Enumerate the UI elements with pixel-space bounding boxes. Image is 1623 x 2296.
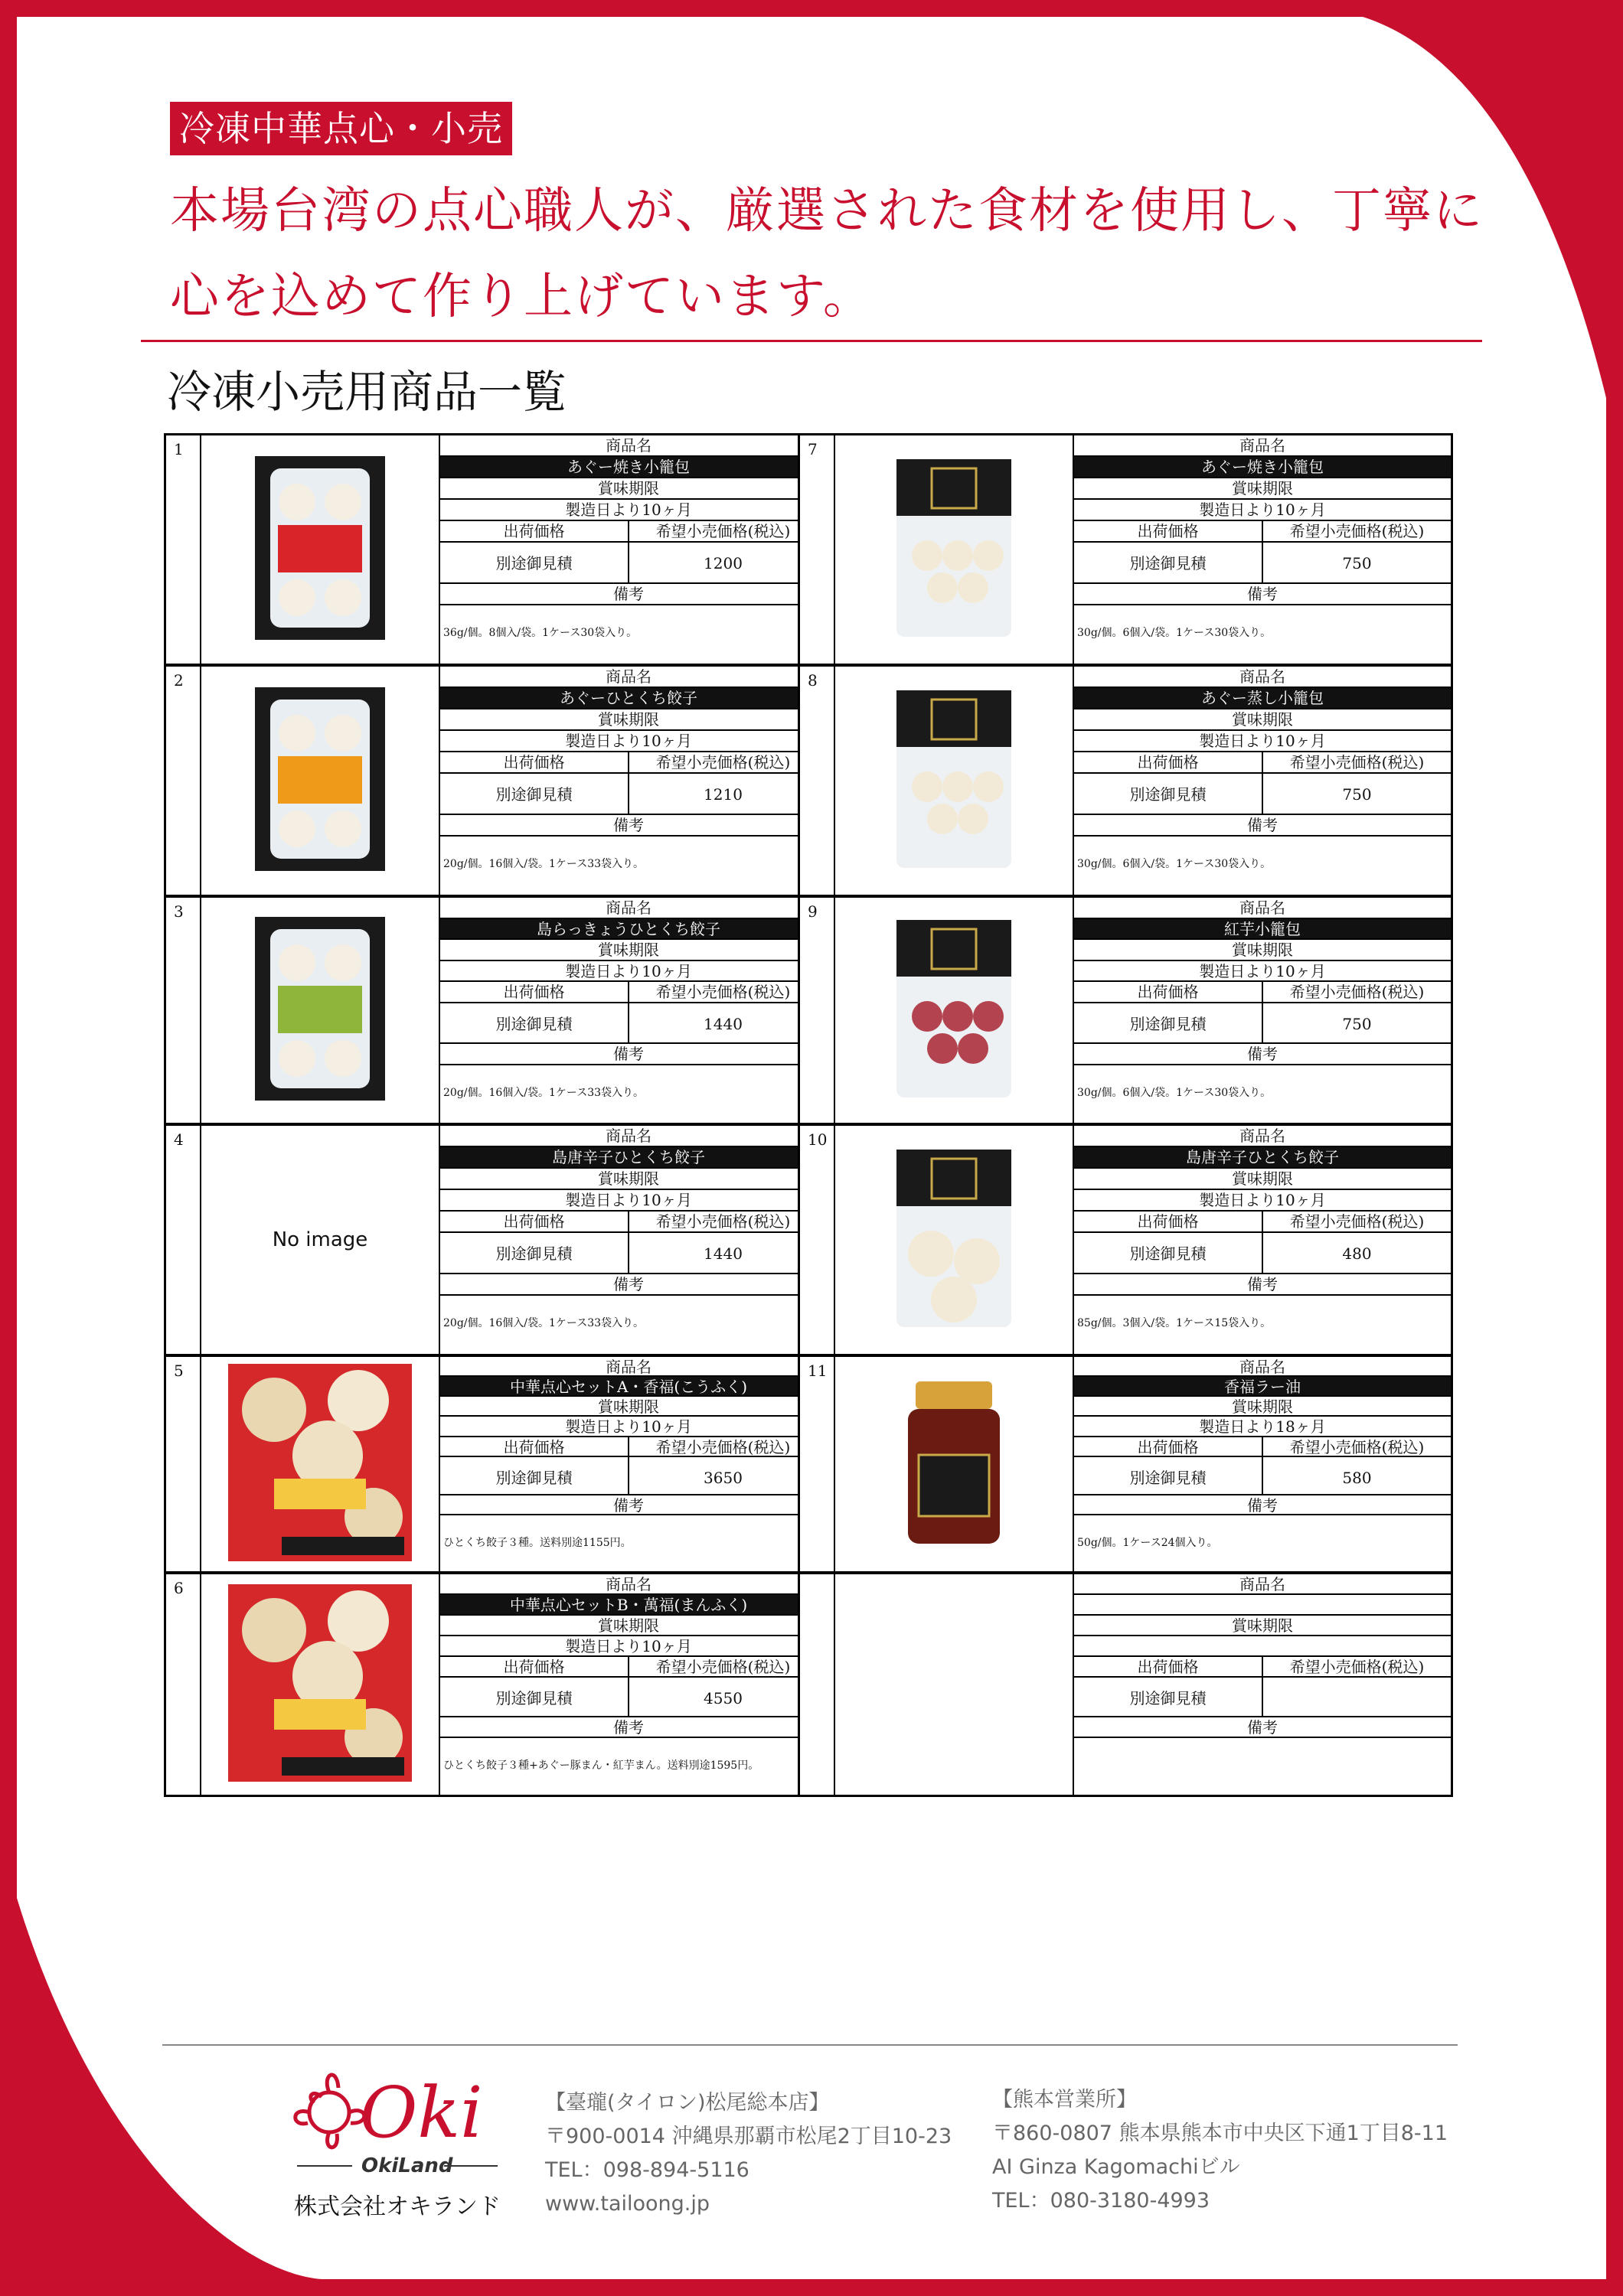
shelf-life-value: 製造日より10ヶ月 [1074,1190,1451,1212]
label-retail-price: 希望小売価格(税込) [1289,752,1425,771]
product-card [798,1355,1453,1574]
product-image-cell [835,1357,1074,1571]
ship-price-value: 別途御見積 [1074,543,1263,582]
product-card [164,1355,819,1574]
ship-price-value: 別途御見積 [1074,1678,1263,1716]
product-note: 30g/個。6個入/袋。1ケース30袋入り。 [1077,1086,1272,1099]
retail-price-value [1263,1678,1451,1716]
label-product-name: 商品名 [440,1126,817,1147]
product-number: 6 [166,1574,201,1795]
label-shelf-life: 賞味期限 [1074,1169,1451,1190]
label-product-name: 商品名 [440,667,817,688]
retail-price-value: 750 [1342,553,1372,572]
label-ship-price: 出荷価格 [440,521,629,541]
label-retail-price: 希望小売価格(税込) [655,752,791,771]
product-number: 10 [800,1126,835,1354]
label-retail-price: 希望小売価格(税込) [1289,521,1425,540]
label-note: 備考 [1074,1717,1451,1738]
office-kumamoto-address: 〒860-0807 熊本県熊本市中央区下通1丁目8-11 [992,2122,1448,2145]
label-shelf-life: 賞味期限 [440,1397,817,1417]
no-image-label: No image [272,1228,368,1251]
label-ship-price: 出荷価格 [1074,1437,1263,1456]
label-shelf-life: 賞味期限 [440,478,817,500]
label-note: 備考 [1074,1274,1451,1296]
product-name: あぐーひとくち餃子 [440,688,817,709]
office-kumamoto-title: 【熊本営業所】 [992,2088,1137,2112]
retail-price-value: 1210 [704,784,743,804]
svg-text:Oki: Oki [360,2072,483,2154]
product-note: ひとくち餃子３種。送料別途1155円。 [443,1537,632,1550]
product-name: あぐー焼き小籠包 [440,457,817,478]
label-note: 備考 [1074,1044,1451,1065]
label-ship-price: 出荷価格 [1074,521,1263,541]
ship-price-value: 別途御見積 [1074,1457,1263,1494]
product-number [800,1574,835,1795]
product-number: 3 [166,898,201,1123]
label-retail-price: 希望小売価格(税込) [655,1212,791,1231]
shelf-life-value: 製造日より10ヶ月 [440,1636,817,1657]
product-image-cell [201,435,440,664]
product-image [228,1584,412,1785]
label-ship-price: 出荷価格 [1074,1657,1263,1676]
retail-price-value: 480 [1342,1244,1372,1263]
product-note: 85g/個。3個入/袋。1ケース15袋入り。 [1077,1316,1272,1329]
label-shelf-life: 賞味期限 [1074,1397,1451,1417]
retail-price-value: 580 [1342,1468,1372,1487]
office-main-tel: TEL：098-894-5116 [545,2158,749,2182]
tagline: 本場台湾の点心職人が、厳選された食材を使用し、丁寧に心を込めて作り上げています。 [170,183,1484,325]
product-image-cell [201,1357,440,1571]
product-note: 50g/個。1ケース24個入り。 [1077,1537,1218,1550]
retail-price-value: 1440 [704,1014,743,1033]
product-number: 2 [166,667,201,895]
shelf-life-value: 製造日より18ヶ月 [1074,1417,1451,1437]
label-product-name: 商品名 [1074,1126,1451,1147]
shelf-life-value: 製造日より10ヶ月 [440,500,817,521]
footer-divider [162,2044,1458,2046]
product-card [164,1124,819,1356]
product-name: あぐー蒸し小籠包 [1074,688,1451,709]
category-tag: 冷凍中華点心・小売 [170,102,512,155]
company-name: 株式会社オキランド [294,2193,501,2220]
product-card [798,895,1453,1125]
label-note: 備考 [440,1274,817,1296]
label-shelf-life: 賞味期限 [1074,709,1451,731]
ship-price-value: 別途御見積 [1074,1233,1263,1273]
label-retail-price: 希望小売価格(税込) [655,983,791,1002]
ship-price-value: 別途御見積 [440,1457,629,1494]
product-image [228,1364,412,1564]
label-ship-price: 出荷価格 [440,752,629,772]
shelf-life-value: 製造日より10ヶ月 [440,731,817,752]
label-product-name: 商品名 [1074,435,1451,457]
product-number: 8 [800,667,835,895]
product-card [798,664,1453,897]
product-image-cell [835,1126,1074,1354]
label-note: 備考 [1074,815,1451,837]
label-retail-price: 希望小売価格(税込) [1289,1212,1425,1231]
retail-price-value: 1200 [704,553,743,572]
svg-text:OkiLand: OkiLand [361,2154,453,2177]
product-number: 1 [166,435,201,664]
product-image-cell [201,1574,440,1795]
label-note: 備考 [440,1044,817,1065]
ship-price-value: 別途御見積 [1074,774,1263,814]
label-product-name: 商品名 [1074,1574,1451,1595]
shelf-life-value: 製造日より10ヶ月 [440,961,817,983]
product-card [164,1572,819,1797]
ship-price-value: 別途御見積 [440,774,629,814]
office-kumamoto-building: AI Ginza Kagomachiビル [992,2155,1240,2179]
label-note: 備考 [440,815,817,837]
product-name: 島唐辛子ひとくち餃子 [440,1147,817,1169]
page-title: 冷凍小売用商品一覧 [167,366,567,418]
product-name: 中華点心セットA・香福(こうふく) [440,1377,817,1397]
product-name: 島唐辛子ひとくち餃子 [1074,1147,1451,1169]
product-name [1074,1595,1451,1616]
label-shelf-life: 賞味期限 [1074,478,1451,500]
office-main [545,2086,952,2221]
label-product-name: 商品名 [1074,1357,1451,1377]
product-image [255,687,385,874]
label-ship-price: 出荷価格 [440,1657,629,1676]
label-ship-price: 出荷価格 [1074,1212,1263,1231]
product-note: 20g/個。16個入/袋。1ケース33袋入り。 [443,1086,645,1099]
header-divider [141,340,1482,342]
product-image [889,1146,1019,1333]
label-retail-price: 希望小売価格(税込) [655,521,791,540]
product-note: ひとくち餃子３種+あぐー豚まん・紅芋まん。送料別途1595円。 [443,1759,759,1772]
office-main-title: 【臺瓏(タイロン)松尾総本店】 [545,2091,830,2115]
office-kumamoto-tel: TEL：080-3180-4993 [992,2189,1210,2213]
label-retail-price: 希望小売価格(税込) [1289,1657,1425,1676]
label-ship-price: 出荷価格 [440,1212,629,1231]
product-number: 9 [800,898,835,1123]
label-product-name: 商品名 [440,898,817,919]
product-image-cell [835,898,1074,1123]
office-kumamoto [992,2083,1448,2218]
label-retail-price: 希望小売価格(税込) [1289,983,1425,1002]
product-image [889,917,1019,1104]
label-product-name: 商品名 [440,1574,817,1595]
product-name: 香福ラー油 [1074,1377,1451,1397]
label-product-name: 商品名 [1074,898,1451,919]
label-shelf-life: 賞味期限 [1074,1616,1451,1636]
label-note: 備考 [1074,1495,1451,1515]
product-image-cell [835,1574,1074,1795]
product-image [889,456,1019,643]
label-shelf-life: 賞味期限 [440,1169,817,1190]
shelf-life-value: 製造日より10ヶ月 [1074,731,1451,752]
product-card [164,664,819,897]
product-card [164,433,819,666]
label-ship-price: 出荷価格 [440,1437,629,1456]
product-name: 島らっきょうひとくち餃子 [440,919,817,941]
product-card [798,1572,1453,1797]
product-image [889,687,1019,874]
product-note [1074,1738,1451,1795]
office-main-address: 〒900-0014 沖縄県那覇市松尾2丁目10-23 [545,2125,952,2148]
product-name: 紅芋小籠包 [1074,919,1451,941]
product-image-cell [835,667,1074,895]
product-number: 5 [166,1357,201,1571]
ship-price-value: 別途御見積 [440,543,629,582]
product-card [164,895,819,1125]
label-shelf-life: 賞味期限 [440,940,817,961]
product-number: 7 [800,435,835,664]
product-name: あぐー焼き小籠包 [1074,457,1451,478]
label-retail-price: 希望小売価格(税込) [655,1657,791,1676]
product-card [798,1124,1453,1356]
ship-price-value: 別途御見積 [440,1003,629,1042]
ship-price-value: 別途御見積 [440,1678,629,1716]
label-shelf-life: 賞味期限 [440,709,817,731]
shelf-life-value: 製造日より10ヶ月 [440,1417,817,1437]
label-product-name: 商品名 [440,435,817,457]
retail-price-value: 750 [1342,784,1372,804]
office-main-url[interactable]: www.tailoong.jp [545,2192,710,2216]
product-image [255,917,385,1104]
product-number: 4 [166,1126,201,1354]
shelf-life-value: 製造日より10ヶ月 [1074,500,1451,521]
retail-price-value: 3650 [704,1468,743,1487]
product-note: 20g/個。16個入/袋。1ケース33袋入り。 [443,1316,645,1329]
product-name: 中華点心セットB・萬福(まんふく) [440,1595,817,1616]
label-note: 備考 [1074,584,1451,605]
ship-price-value: 別途御見積 [440,1233,629,1273]
product-card [798,433,1453,666]
product-image [900,1378,1007,1550]
shelf-life-value: 製造日より10ヶ月 [1074,961,1451,983]
product-image-cell [201,898,440,1123]
label-ship-price: 出荷価格 [1074,752,1263,772]
label-note: 備考 [440,1495,817,1515]
label-note: 備考 [440,584,817,605]
label-note: 備考 [440,1717,817,1738]
product-image-cell [201,1126,440,1354]
label-product-name: 商品名 [1074,667,1451,688]
label-retail-price: 希望小売価格(税込) [1289,1437,1425,1456]
product-note: 30g/個。6個入/袋。1ケース30袋入り。 [1077,857,1272,870]
ship-price-value: 別途御見積 [1074,1003,1263,1042]
product-image-cell [201,667,440,895]
label-product-name: 商品名 [440,1357,817,1377]
retail-price-value: 4550 [704,1688,743,1707]
product-note: 30g/個。6個入/袋。1ケース30袋入り。 [1077,626,1272,639]
product-image-cell [835,435,1074,664]
shelf-life-value [1074,1636,1451,1657]
retail-price-value: 1440 [704,1244,743,1263]
label-retail-price: 希望小売価格(税込) [655,1437,791,1456]
label-shelf-life: 賞味期限 [440,1616,817,1636]
label-ship-price: 出荷価格 [1074,982,1263,1002]
shelf-life-value: 製造日より10ヶ月 [440,1190,817,1212]
retail-price-value: 750 [1342,1014,1372,1033]
label-ship-price: 出荷価格 [440,982,629,1002]
product-note: 20g/個。16個入/袋。1ケース33袋入り。 [443,857,645,870]
product-image [255,456,385,643]
label-shelf-life: 賞味期限 [1074,940,1451,961]
product-number: 11 [800,1357,835,1571]
product-note: 36g/個。8個入/袋。1ケース30袋入り。 [443,626,638,639]
